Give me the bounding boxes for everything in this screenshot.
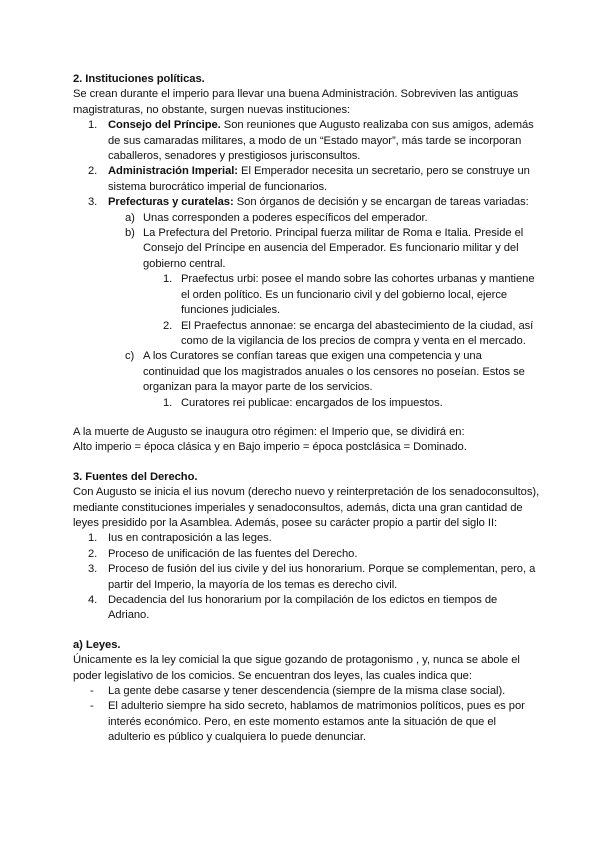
list-text: Son reuniones que Augusto realizaba con sus amigos, además de sus camaradas militares, a modo de un “Estado mayor”, más tarde se incorporan caballeros, senadores y prestigiosos jurisconsultos. (108, 119, 534, 163)
paragraph: Se crean durante el imperio para llevar una buena Administración. Sobreviven las antiguas magistraturas, no obstante, surgen nuevas instituciones: (73, 88, 519, 116)
list-term: Prefecturas y curatelas: (108, 196, 234, 209)
list-item (73, 164, 540, 195)
subsublist-item (73, 396, 540, 411)
bullet-mark: - (90, 700, 94, 713)
list-number: 1. (88, 119, 98, 132)
list-text: A los Curatores se confían tareas que exigen una competencia y una continuidad que los magistrados anuales o los censores no poseían. Estos se organizan para la mayor parte de los servicios. (143, 350, 525, 394)
sublist-item (73, 226, 540, 272)
list-letter: c) (125, 350, 135, 363)
bullet-mark: - (90, 685, 94, 698)
list-number: 3. (88, 196, 98, 209)
sublist-item (73, 349, 540, 395)
subsublist-item (73, 319, 540, 350)
list-text: El Emperador necesita un secretario, pero se construye un sistema burocrático imperial de funcionarios. (108, 165, 530, 193)
list-number: 1. (163, 396, 173, 409)
list-letter: a) (125, 211, 135, 224)
list-number: 1. (163, 273, 173, 286)
list-text: Curatores rei publicae: encargados de los impuestos. (181, 396, 443, 409)
list-number: 1. (88, 532, 98, 545)
list-text: Ius en contraposición a las leges. (108, 532, 272, 545)
list-text: El Praefectus annonae: se encarga del abastecimiento de la ciudad, así como de la vigilancia de los precios de compra y venta en el mercado. (181, 319, 534, 347)
list-text: La gente debe casarse y tener descendencia (siempre de la misma clase social). (108, 685, 506, 698)
list-item (73, 593, 540, 624)
list-text: Decadencia del Ius honorarium por la compilación de los edictos en tiempos de Adriano. (108, 594, 498, 622)
list-number: 3. (88, 563, 98, 576)
list-text: Proceso de fusión del ius civile y del ius honorarium. Porque se complementan, pero, a partir del Imperio, la mayoría de los temas es derecho civil. (108, 563, 536, 591)
paragraph: Únicamente es la ley comicial la que sigue gozando de protagonismo , y, nunca se abole el poder legislativo de los comicios. Se encuentran dos leyes, las cuales indica que: (73, 654, 520, 682)
list-item (73, 195, 540, 210)
list-text: El adulterio siempre ha sido secreto, hablamos de matrimonios políticos, pues es por interés económico. Pero, en este momento estamos ante la situación de que el adulterio es público y cualquiera lo puede denunciar. (108, 700, 525, 744)
section-heading: 2. Instituciones políticas. (73, 73, 205, 85)
sublist-item (73, 211, 540, 226)
bullet-item (73, 684, 540, 699)
list-term: Administración Imperial: (108, 165, 238, 178)
list-number: 2. (88, 165, 98, 178)
list-item (73, 562, 540, 593)
list-number: 2. (163, 319, 173, 332)
list-letter: b) (125, 227, 135, 240)
list-item (73, 531, 540, 546)
list-text: Proceso de unificación de las fuentes del Derecho. (108, 547, 358, 560)
bullet-item (73, 699, 540, 745)
subsublist-item (73, 272, 540, 318)
list-number: 2. (88, 547, 98, 560)
list-term: Consejo del Príncipe. (108, 119, 221, 132)
list-text: La Prefectura del Pretorio. Principal fuerza militar de Roma e Italia. Preside el Consejo del Príncipe en ausencia del Emperador. Es funcionario militar y del gobierno central. (143, 227, 524, 270)
paragraph: A la muerte de Augusto se inaugura otro régimen: el Imperio que, se dividirá en: (73, 425, 465, 438)
list-text: Unas corresponden a poderes específicos del emperador. (143, 211, 428, 224)
paragraph: Con Augusto se inicia el ius novum (derecho nuevo y reinterpretación de los senadoconsultos), mediante constituciones imperiales y senadoconsultos, además, dicta una gran cantidad de leyes presidido por la Asamblea. Además, posee su carácter propio a partir del siglo II: (73, 486, 540, 529)
list-text: Praefectus urbi: posee el mando sobre las cohortes urbanas y mantiene el orden político. Es un funcionario civil y del gobierno local, ejerce funciones judiciales. (181, 273, 535, 317)
list-item (73, 547, 540, 562)
section-heading: 3. Fuentes del Derecho. (73, 470, 198, 483)
document-body (73, 72, 540, 746)
list-item (73, 118, 540, 164)
list-text: Son órganos de decisión y se encargan de tareas variadas: (233, 196, 529, 209)
list-number: 4. (88, 594, 98, 606)
paragraph: Alto imperio = época clásica y en Bajo imperio = época postclásica = Dominado. (73, 441, 467, 454)
subsection-heading: a) Leyes. (73, 638, 121, 651)
